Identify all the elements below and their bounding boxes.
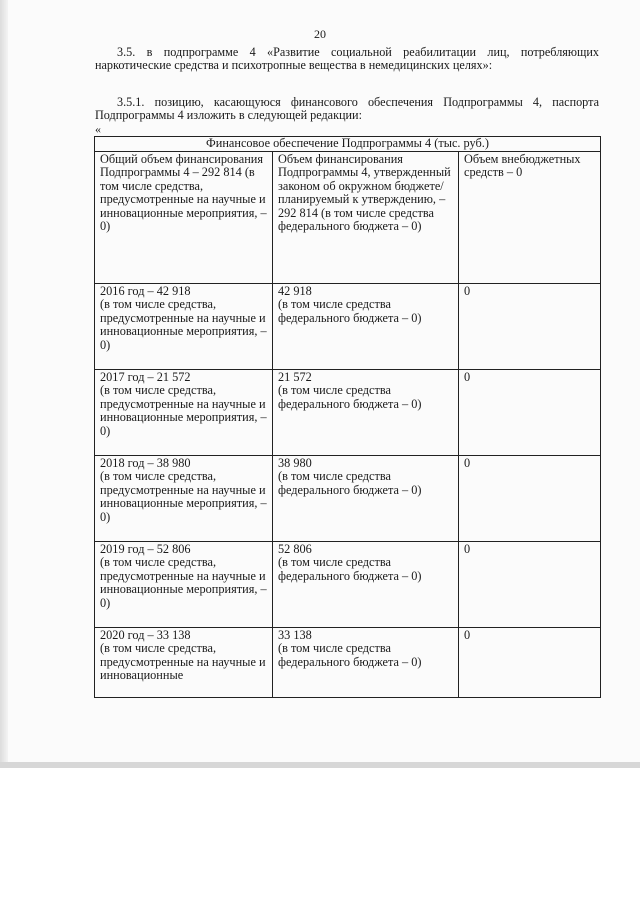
- year-note: (в том числе средства, предусмотренные на научные и инновационные мероприятия, – 0): [100, 297, 267, 352]
- year-note: (в том числе средства, предусмотренные на научные и инновационные мероприятия, – 0): [100, 555, 267, 610]
- year-cell: [95, 628, 273, 698]
- amount-value: 42 918: [278, 284, 312, 298]
- amount-cell: [273, 542, 459, 628]
- year-note: (в том числе средства, предусмотренные на научные и инновационные мероприятия, – 0): [100, 383, 267, 438]
- scan-edge-left: [0, 0, 8, 768]
- amount-value: 38 980: [278, 456, 312, 470]
- table-row: [95, 456, 601, 542]
- table-row: [95, 542, 601, 628]
- total-financing-cell: Общий объем финансирования Подпрограммы 4 – 292 814 (в том числе средства, предусмотренные на научные и инновационные мероприятия, – 0): [95, 152, 273, 284]
- page-number: 20: [314, 27, 326, 41]
- amount-value: 52 806: [278, 542, 312, 556]
- year-cell: [95, 456, 273, 542]
- table-title: Финансовое обеспечение Подпрограммы 4 (тыс. руб.): [95, 137, 601, 152]
- extrabudgetary-cell: Объем внебюджетных средств – 0: [459, 152, 601, 284]
- opening-quote: «: [95, 122, 101, 136]
- amount-cell: [273, 456, 459, 542]
- extra-cell: 0: [459, 284, 601, 370]
- year-note: (в том числе средства, предусмотренные на научные и инновационные: [100, 641, 266, 683]
- extra-cell: 0: [459, 628, 601, 698]
- table-row: [95, 628, 601, 698]
- amount-cell: [273, 370, 459, 456]
- year-amount: 2019 год – 52 806: [100, 542, 191, 556]
- approved-financing-cell: Объем финансирования Подпрограммы 4, утвержденный законом об окружном бюджете/планируемый к утверждению, – 292 814 (в том числе средства федерального бюджета – 0): [273, 152, 459, 284]
- paragraph-3-5: 3.5. в подпрограмме 4 «Развитие социальной реабилитации лиц, потребляющих наркотические средства и психотропные вещества в немедицинских целях»:: [95, 45, 599, 73]
- scan-edge-bottom: [0, 762, 640, 768]
- amount-note: (в том числе средства федерального бюджета – 0): [278, 383, 422, 411]
- table-title-row: [95, 137, 601, 152]
- year-amount: 2016 год – 42 918: [100, 284, 191, 298]
- amount-value: 33 138: [278, 628, 312, 642]
- amount-note: (в том числе средства федерального бюджета – 0): [278, 641, 422, 669]
- year-amount: 2018 год – 38 980: [100, 456, 191, 470]
- amount-cell: [273, 284, 459, 370]
- amount-note: (в том числе средства федерального бюджета – 0): [278, 555, 422, 583]
- amount-value: 21 572: [278, 370, 312, 384]
- amount-cell: [273, 628, 459, 698]
- year-cell: [95, 542, 273, 628]
- paragraph-3-5-1: 3.5.1. позицию, касающуюся финансового обеспечения Подпрограммы 4, паспорта Подпрограммы 4 изложить в следующей редакции:: [95, 95, 599, 123]
- table-header-row: [95, 152, 601, 284]
- year-amount: 2017 год – 21 572: [100, 370, 191, 384]
- table-row: [95, 284, 601, 370]
- year-amount: 2020 год – 33 138: [100, 628, 191, 642]
- extra-cell: 0: [459, 456, 601, 542]
- amount-note: (в том числе средства федерального бюджета – 0): [278, 297, 422, 325]
- extra-cell: 0: [459, 542, 601, 628]
- year-cell: [95, 370, 273, 456]
- year-note: (в том числе средства, предусмотренные на научные и инновационные мероприятия, – 0): [100, 469, 267, 524]
- extra-cell: 0: [459, 370, 601, 456]
- amount-note: (в том числе средства федерального бюджета – 0): [278, 469, 422, 497]
- year-cell: [95, 284, 273, 370]
- financing-table: [94, 136, 601, 698]
- table-row: [95, 370, 601, 456]
